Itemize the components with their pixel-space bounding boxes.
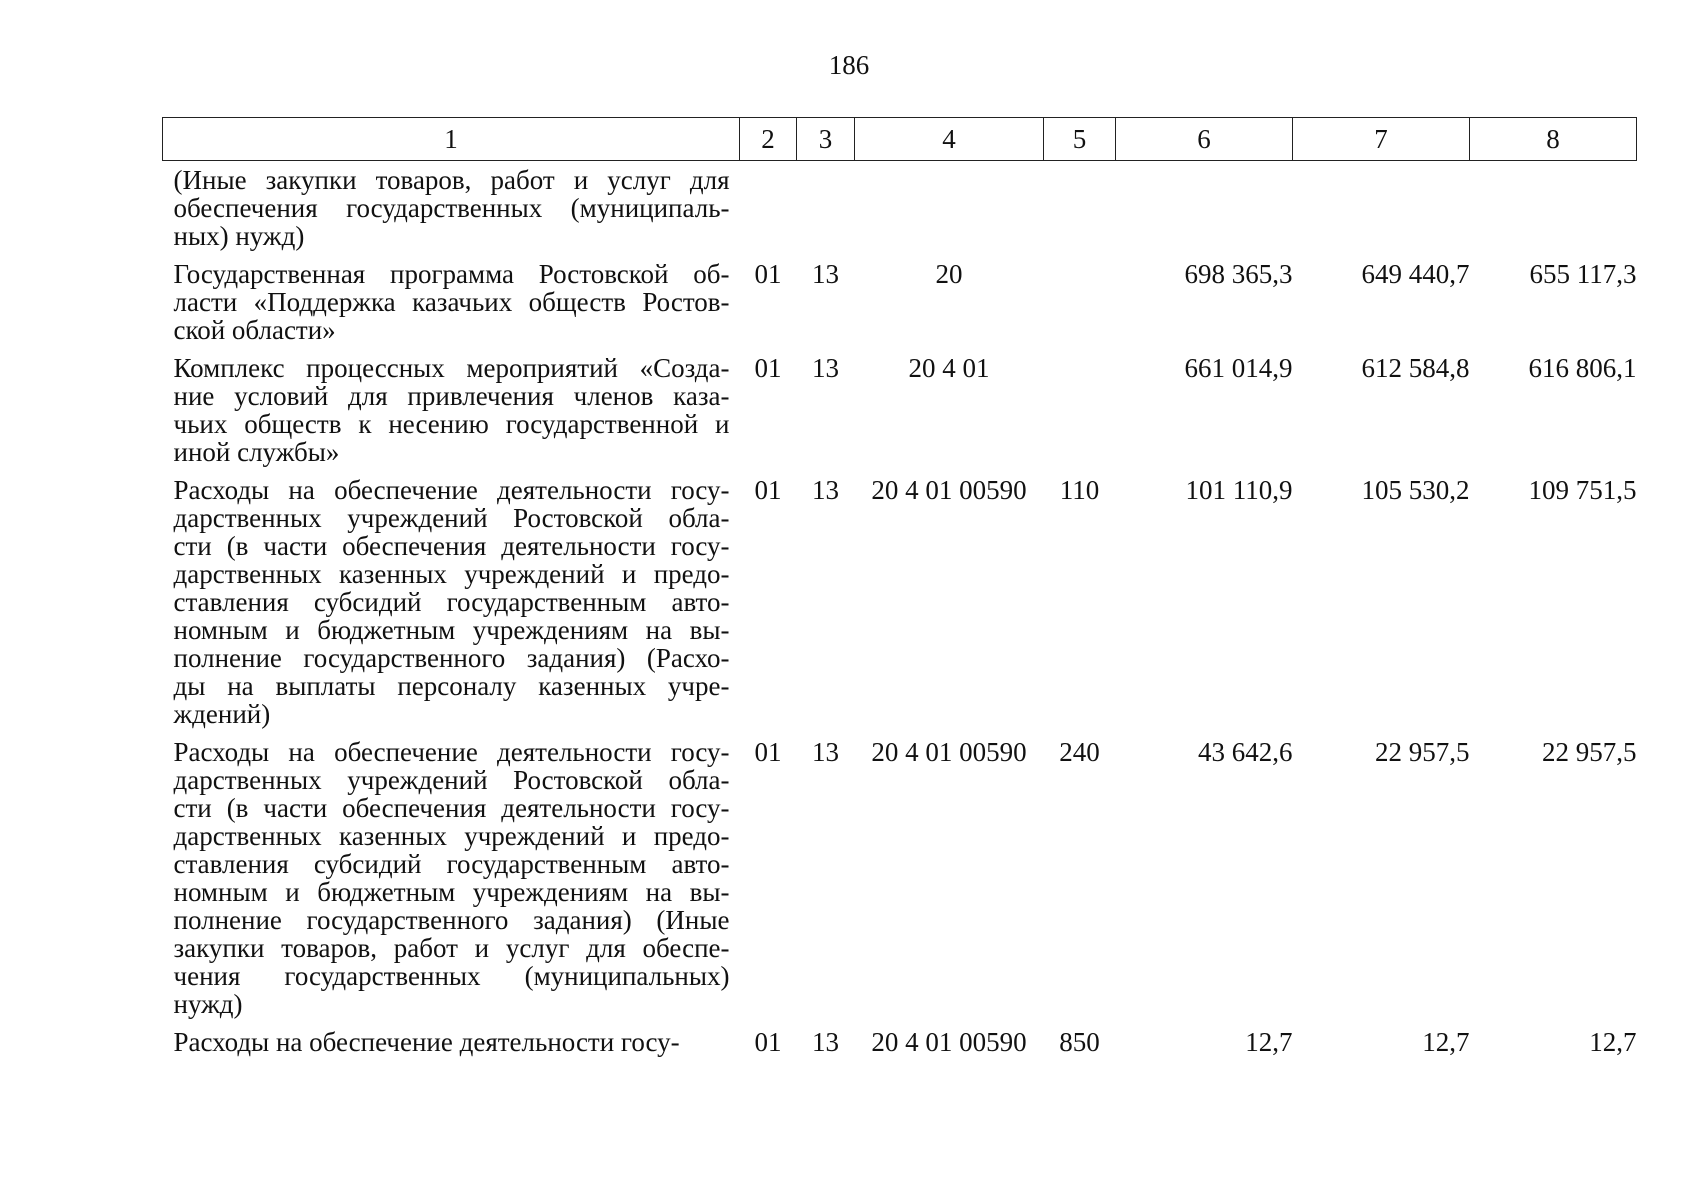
expense-name-line: полнение государственного задания) (Иные — [173, 905, 730, 935]
page-number: 186 — [828, 50, 870, 80]
expense-name-line: ставления субсидий государственным авто- — [173, 849, 730, 879]
expense-name-line: дарственных казенных учреждений и предо- — [173, 821, 730, 851]
column-number-5: 5 — [1044, 118, 1116, 161]
section-code — [740, 161, 797, 251]
amount-column-6: 43 642,6 — [1198, 737, 1293, 767]
column-number-7: 7 — [1293, 118, 1470, 161]
target-article-code: 20 4 01 — [908, 353, 990, 383]
column-number-2: 2 — [740, 118, 797, 161]
section-code: 01 — [754, 259, 782, 289]
column-number-1: 1 — [163, 118, 740, 161]
expense-type-code — [1044, 250, 1116, 344]
expense-name-line: закупки товаров, работ и услуг для обеспе- — [173, 933, 730, 963]
subsection-code: 13 — [812, 1027, 839, 1057]
target-article-code: 20 4 01 00590 — [871, 737, 1027, 767]
expense-name-line: ской области» — [173, 315, 336, 345]
amount-column-7: 612 584,8 — [1361, 353, 1470, 383]
table-header — [163, 118, 1637, 161]
expense-name-line: Расходы на обеспечение деятельности госу- — [173, 475, 730, 505]
subsection-code: 13 — [812, 737, 839, 767]
expense-name-line: чьих обществ к несению государственной и — [173, 409, 730, 439]
table-row — [163, 466, 1637, 728]
expense-name-line: Расходы на обеспечение деятельности госу- — [173, 1027, 680, 1057]
section-code: 01 — [754, 1027, 782, 1057]
subsection-code: 13 — [812, 475, 839, 505]
table-row — [163, 728, 1637, 1018]
expense-name — [163, 161, 740, 251]
expense-name-line: полнение государственного задания) (Расхо- — [173, 643, 730, 673]
target-article-code: 20 — [935, 259, 963, 289]
expense-name-line: сти (в части обеспечения деятельности госу- — [173, 531, 730, 561]
table-row — [163, 1018, 1637, 1056]
expense-name — [163, 250, 740, 344]
expense-name-line: иной службы» — [173, 437, 340, 467]
expense-name-line: дарственных казенных учреждений и предо- — [173, 559, 730, 589]
expense-type-code: 850 — [1059, 1027, 1100, 1057]
amount-column-6: 12,7 — [1245, 1027, 1293, 1057]
amount-column-7: 12,7 — [1422, 1027, 1470, 1057]
amount-column-7: 649 440,7 — [1361, 259, 1470, 289]
amount-column-6: 661 014,9 — [1184, 353, 1293, 383]
section-code: 01 — [754, 353, 782, 383]
expense-name-line: Комплекс процессных мероприятий «Созда- — [173, 353, 730, 383]
expense-name-line: дарственных учреждений Ростовской обла- — [173, 503, 730, 533]
column-number-6: 6 — [1116, 118, 1293, 161]
amount-column-8: 616 806,1 — [1528, 353, 1637, 383]
expense-name-line: ждений) — [173, 699, 271, 729]
expense-name-line: Расходы на обеспечение деятельности госу- — [173, 737, 730, 767]
table-row — [163, 250, 1637, 344]
amount-column-7: 22 957,5 — [1375, 737, 1470, 767]
expense-type-code: 240 — [1059, 737, 1100, 767]
expense-name-line: (Иные закупки товаров, работ и услуг для — [173, 165, 730, 195]
section-code: 01 — [754, 475, 782, 505]
expense-name-line: ние условий для привлечения членов каза- — [173, 381, 730, 411]
column-number-4: 4 — [855, 118, 1044, 161]
expense-name-line: номным и бюджетным учреждениям на вы- — [173, 615, 730, 645]
expense-name-line: чения государственных (муниципальных) — [173, 961, 730, 991]
subsection-code: 13 — [812, 259, 839, 289]
amount-column-8: 655 117,3 — [1529, 259, 1637, 289]
table-row — [163, 161, 1637, 251]
expense-type-code: 110 — [1059, 475, 1100, 505]
target-article-code: 20 4 01 00590 — [871, 1027, 1027, 1057]
expense-name-line: ды на выплаты персоналу казенных учре- — [173, 671, 730, 701]
expense-name-line: ных) нужд) — [173, 221, 305, 251]
expense-type-code — [1044, 161, 1116, 251]
expense-type-code — [1044, 344, 1116, 466]
amount-column-8: 22 957,5 — [1542, 737, 1637, 767]
amount-column-6 — [1116, 161, 1293, 251]
expense-name — [163, 344, 740, 466]
expense-name-line: Государственная программа Ростовской об- — [173, 259, 730, 289]
amount-column-6: 101 110,9 — [1185, 475, 1293, 505]
amount-column-8: 109 751,5 — [1528, 475, 1637, 505]
column-number-3: 3 — [797, 118, 855, 161]
column-number-8: 8 — [1470, 118, 1637, 161]
section-code: 01 — [754, 737, 782, 767]
expense-name — [163, 1018, 740, 1056]
expense-name-line: ставления субсидий государственным авто- — [173, 587, 730, 617]
subsection-code: 13 — [812, 353, 839, 383]
amount-column-7: 105 530,2 — [1361, 475, 1470, 505]
expense-name — [163, 466, 740, 728]
expense-name-line: ласти «Поддержка казачьих обществ Ростов- — [173, 287, 730, 317]
amount-column-7 — [1293, 161, 1470, 251]
expense-name-line: обеспечения государственных (муниципаль- — [173, 193, 730, 223]
expense-name-line: нужд) — [173, 989, 243, 1019]
expense-name — [163, 728, 740, 1018]
column-number-row — [163, 118, 1637, 161]
amount-column-6: 698 365,3 — [1184, 259, 1293, 289]
expense-name-line: дарственных учреждений Ростовской обла- — [173, 765, 730, 795]
expense-name-line: сти (в части обеспечения деятельности госу- — [173, 793, 730, 823]
table-body — [163, 161, 1637, 1057]
budget-table — [162, 117, 1637, 1056]
subsection-code — [797, 161, 855, 251]
target-article-code — [855, 161, 1044, 251]
amount-column-8: 12,7 — [1589, 1027, 1637, 1057]
target-article-code: 20 4 01 00590 — [871, 475, 1027, 505]
expense-name-line: номным и бюджетным учреждениям на вы- — [173, 877, 730, 907]
amount-column-8 — [1470, 161, 1637, 251]
table-row — [163, 344, 1637, 466]
